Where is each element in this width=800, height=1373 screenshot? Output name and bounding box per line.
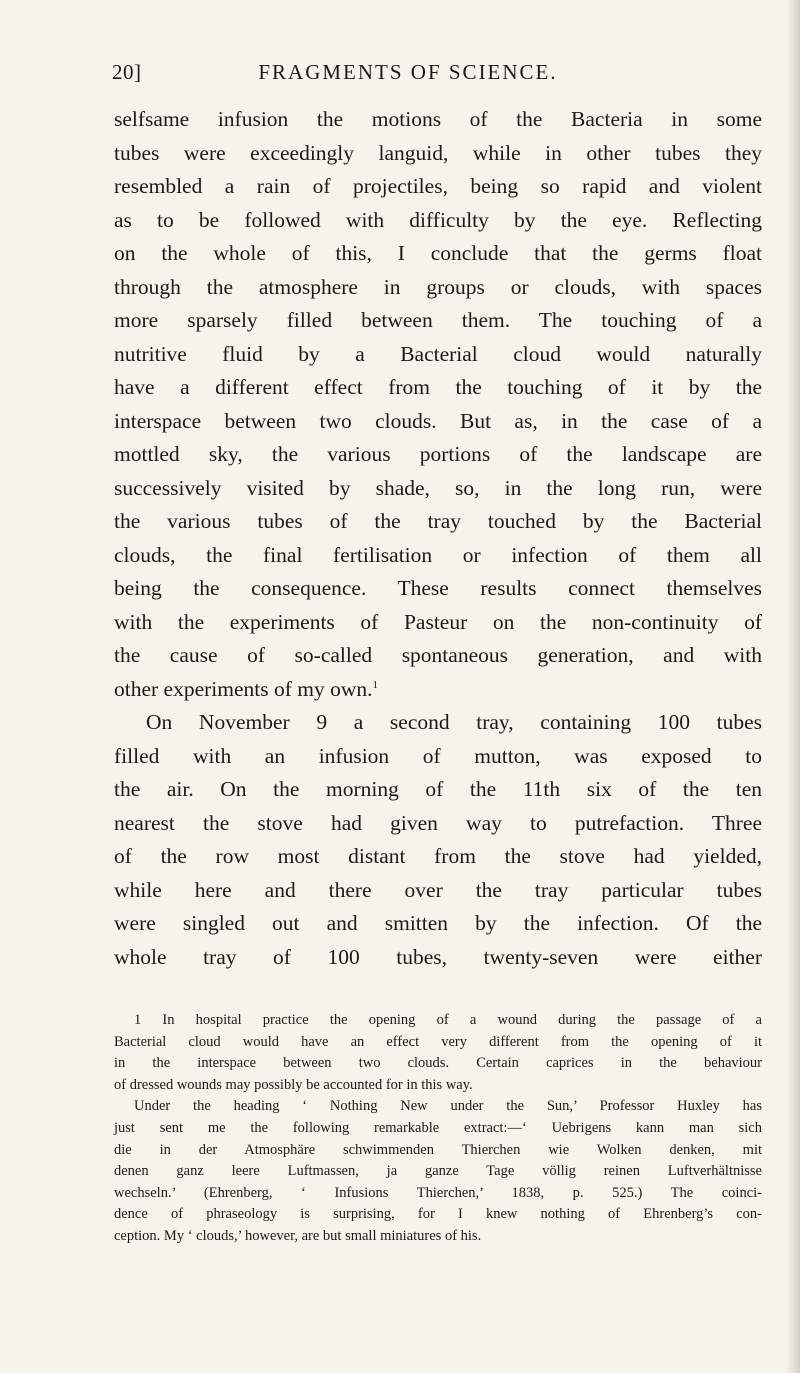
footnote-line: dence of phraseology is surprising, for I knew nothing of Ehrenberg’s con- <box>114 1206 762 1223</box>
running-head <box>112 60 704 90</box>
footnote-line: Under the heading ‘ Nothing New under the Sun,’ Professor Huxley has <box>134 1098 762 1115</box>
page-number: 20] <box>112 60 142 84</box>
body-line: being the consequence. These results connect themselves <box>114 576 762 600</box>
body-line: the air. On the morning of the 11th six of the ten <box>114 777 762 801</box>
body-line: clouds, the final fertilisation or infection of them all <box>114 542 762 567</box>
body-line: the various tubes of the tray touched by the Bacterial <box>114 509 762 533</box>
body-text <box>114 103 762 974</box>
body-line: through the atmosphere in groups or clouds, with spaces <box>114 274 762 299</box>
body-line: nutritive fluid by a Bacterial cloud would naturally <box>114 341 762 366</box>
footnote-line: ception. My ‘ clouds,’ however, are but small miniatures of his. <box>114 1227 482 1244</box>
page-edge-shadow <box>786 0 800 1373</box>
body-line: the cause of so-called spontaneous generation, and with <box>114 643 762 667</box>
body-line: while here and there over the tray particular tubes <box>114 877 762 902</box>
body-line: of the row most distant from the stove had yielded, <box>114 844 762 868</box>
footnote-line: die in der Atmosphäre schwimmenden Thierchen wie Wolken denken, mit <box>114 1141 762 1158</box>
body-line: resembled a rain of projectiles, being so rapid and violent <box>114 174 762 198</box>
footnote-line: denen ganz leere Luftmassen, ja ganze Tage völlig reinen Luftverhältnisse <box>114 1163 762 1180</box>
footnote-reference-mark: 1 <box>372 678 379 691</box>
body-line: have a different effect from the touching of it by the <box>114 375 762 399</box>
footnote-line: wechseln.’ (Ehrenberg, ‘ Infusions Thierchen,’ 1838, p. 525.) The coinci- <box>114 1184 762 1201</box>
body-line: nearest the stove had given way to putrefaction. Three <box>114 810 762 835</box>
body-line: selfsame infusion the motions of the Bacteria in some <box>114 107 762 131</box>
body-line: were singled out and smitten by the infection. Of the <box>114 911 762 935</box>
body-line: on the whole of this, I conclude that the germs float <box>114 241 762 265</box>
body-line-text: other experiments of my own. <box>114 676 373 701</box>
body-line-paragraph-start: On November 9 a second tray, containing 100 tubes <box>146 710 762 734</box>
body-line: successively visited by shade, so, in the long run, were <box>114 475 762 500</box>
footnotes <box>114 1010 762 1248</box>
running-head-title: FRAGMENTS OF SCIENCE. <box>258 60 558 84</box>
body-line: filled with an infusion of mutton, was exposed to <box>114 743 762 768</box>
footnote-line: Bacterial cloud would have an effect very different from the opening of it <box>114 1033 762 1050</box>
body-line: as to be followed with difficulty by the eye. Reflecting <box>114 207 762 232</box>
footnote-line: just sent me the following remarkable extract:—‘ Uebrigens kann man sich <box>114 1119 762 1136</box>
body-line-with-footnote <box>114 673 762 707</box>
body-line: whole tray of 100 tubes, twenty-seven were either <box>114 944 762 969</box>
body-line: interspace between two clouds. But as, in the case of a <box>114 408 762 433</box>
body-line: more sparsely filled between them. The touching of a <box>114 308 762 332</box>
body-line: tubes were exceedingly languid, while in other tubes they <box>114 140 762 165</box>
footnote-line: 1 In hospital practice the opening of a wound during the passage of a <box>134 1012 762 1028</box>
body-line: with the experiments of Pasteur on the non-continuity of <box>114 609 762 634</box>
footnote-line: in the interspace between two clouds. Certain caprices in the behaviour <box>114 1055 762 1072</box>
body-line: mottled sky, the various portions of the landscape are <box>114 442 762 466</box>
footnote-line: of dressed wounds may possibly be accounted for in this way. <box>114 1076 473 1093</box>
